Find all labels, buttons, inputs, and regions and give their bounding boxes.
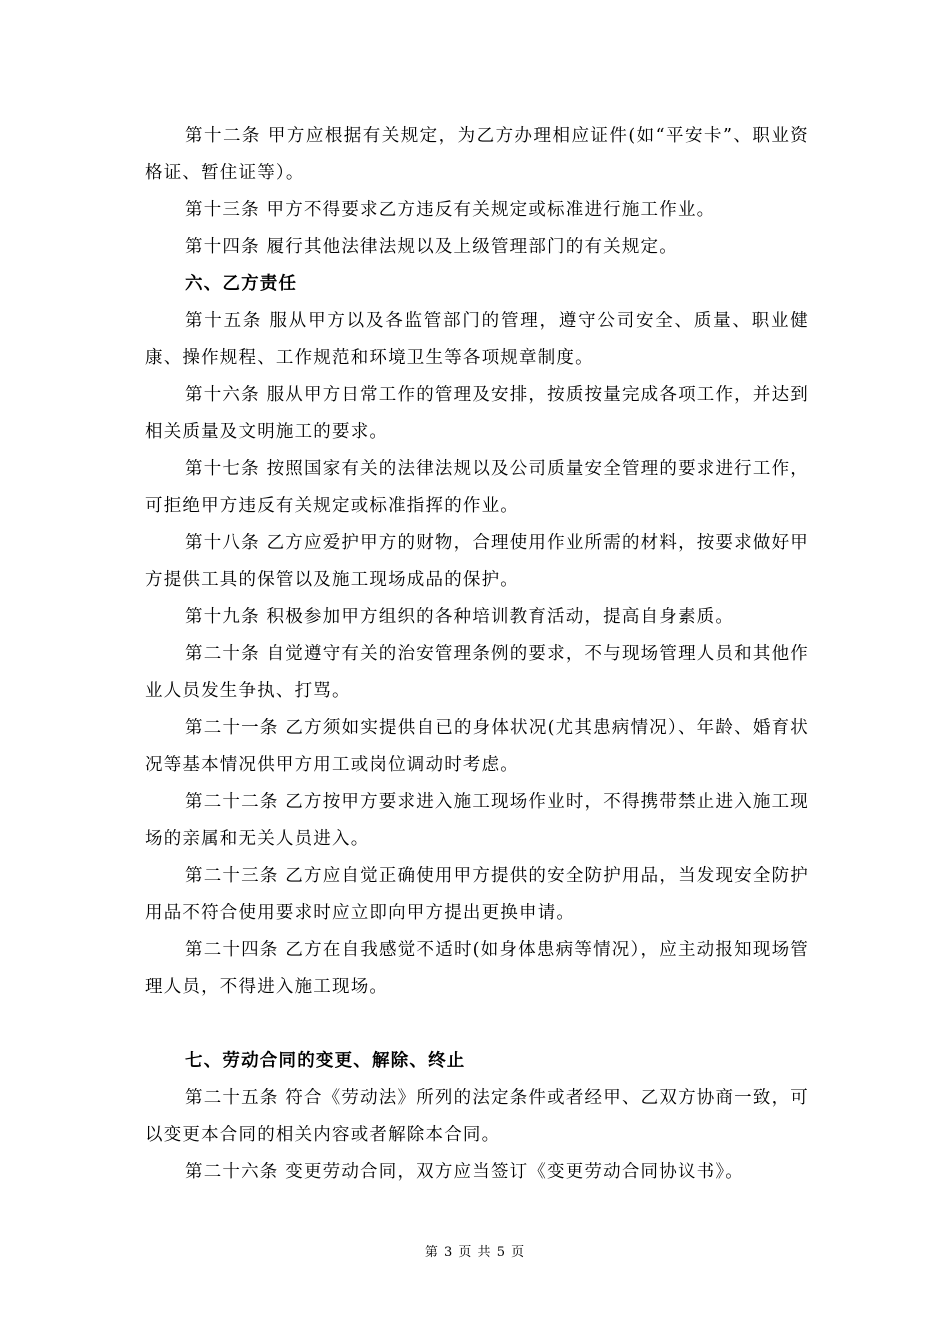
clause-13: 第十三条 甲方不得要求乙方违反有关规定或标准进行施工作业。 [185, 200, 716, 220]
clause-21: 第二十一条 乙方须如实提供自已的身体状况(尤其患病情况）、年龄、婚育状况等基本情况供甲方用工或岗位调动时考虑。 [145, 718, 809, 775]
clause-23: 第二十三条 乙方应自觉正确使用甲方提供的安全防护用品，当发现安全防护用品不符合使用要求时应立即向甲方提出更换申请。 [145, 866, 809, 923]
document-body [145, 118, 809, 1191]
clause-16: 第十六条 服从甲方日常工作的管理及安排，按质按量完成各项工作，并达到相关质量及文明施工的要求。 [145, 385, 809, 442]
clause-15: 第十五条 服从甲方以及各监管部门的管理，遵守公司安全、质量、职业健康、操作规程、工作规范和环境卫生等各项规章制度。 [145, 311, 809, 368]
clause-14: 第十四条 履行其他法律法规以及上级管理部门的有关规定。 [185, 237, 678, 257]
section-seven-title: 七、劳动合同的变更、解除、终止 [185, 1051, 466, 1071]
clause-26: 第二十六条 变更劳动合同，双方应当签订《变更劳动合同协议书》。 [185, 1162, 745, 1182]
clause-25: 第二十五条 符合《劳动法》所列的法定条件或者经甲、乙双方协商一致，可以变更本合同的相关内容或者解除本合同。 [145, 1088, 809, 1145]
clause-18: 第十八条 乙方应爱护甲方的财物，合理使用作业所需的材料，按要求做好甲方提供工具的保管以及施工现场成品的保护。 [145, 533, 809, 590]
clause-12: 第十二条 甲方应根据有关规定，为乙方办理相应证件(如“平安卡”、职业资格证、暂住证等）。 [145, 126, 809, 183]
clause-20: 第二十条 自觉遵守有关的治安管理条例的要求，不与现场管理人员和其他作业人员发生争执、打骂。 [145, 644, 809, 701]
section-spacer [145, 1006, 809, 1043]
clause-17: 第十七条 按照国家有关的法律法规以及公司质量安全管理的要求进行工作，可拒绝甲方违反有关规定或标准指挥的作业。 [145, 459, 809, 516]
clause-24: 第二十四条 乙方在自我感觉不适时(如身体患病等情况），应主动报知现场管理人员，不得进入施工现场。 [145, 940, 809, 997]
section-six-title: 六、乙方责任 [185, 274, 298, 294]
page-number: 第 3 页 共 5 页 [424, 1245, 526, 1260]
clause-22: 第二十二条 乙方按甲方要求进入施工现场作业时，不得携带禁止进入施工现场的亲属和无关人员进入。 [145, 792, 809, 849]
clause-19: 第十九条 积极参加甲方组织的各种培训教育活动，提高自身素质。 [185, 607, 735, 627]
